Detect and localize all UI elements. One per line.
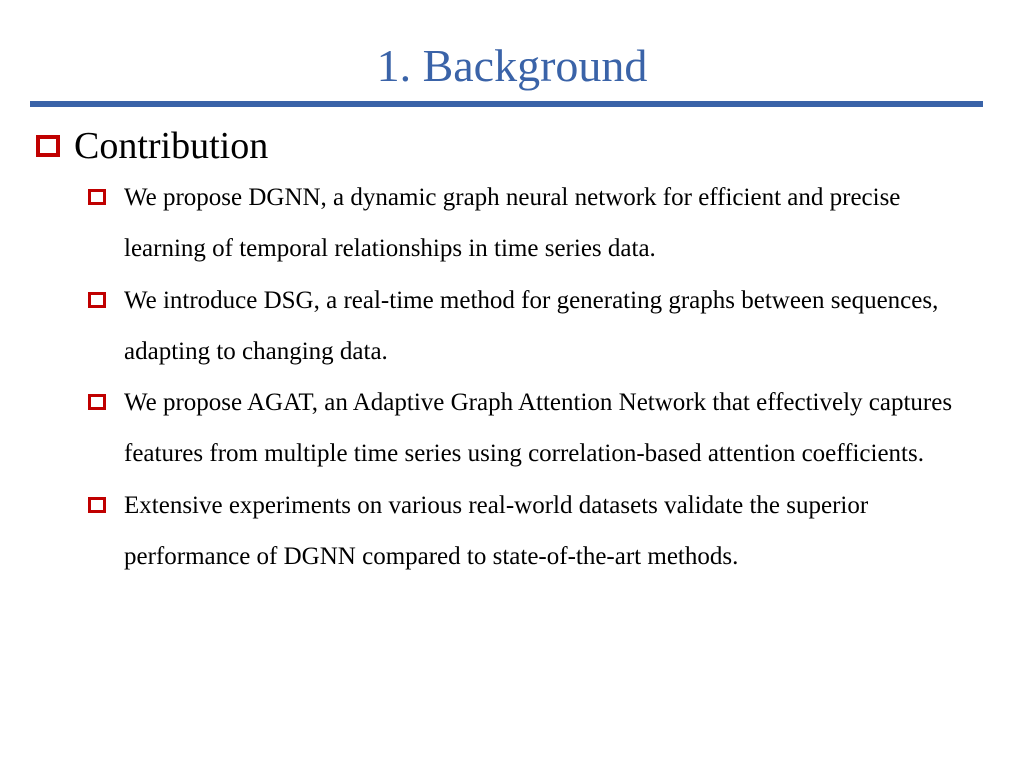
list-item [88, 275, 988, 378]
square-bullet-icon [88, 497, 106, 513]
list-item [88, 377, 988, 480]
list-item [88, 480, 988, 583]
list-item [88, 172, 988, 275]
title-divider [30, 101, 983, 107]
slide-title: 1. Background [376, 40, 648, 91]
list-item-text: We propose DGNN, a dynamic graph neural network for efficient and precise learning of temporal relationships in time series data. [124, 184, 901, 263]
square-bullet-icon [88, 189, 106, 205]
square-bullet-icon [36, 135, 60, 157]
contribution-list [88, 172, 988, 582]
list-item-text: Extensive experiments on various real-world datasets validate the superior performance of DGNN compared to state-of-the-art methods. [124, 491, 869, 571]
section-heading [36, 124, 268, 168]
square-bullet-icon [88, 292, 106, 308]
square-bullet-icon [88, 394, 106, 410]
list-item-text: We introduce DSG, a real-time method for generating graphs between sequences, adapting to changing data. [124, 286, 939, 365]
section-heading-text: Contribution [74, 125, 269, 167]
list-item-text: We propose AGAT, an Adaptive Graph Attention Network that effectively captures features from multiple time series using correlation-based attention coefficients. [124, 389, 953, 468]
